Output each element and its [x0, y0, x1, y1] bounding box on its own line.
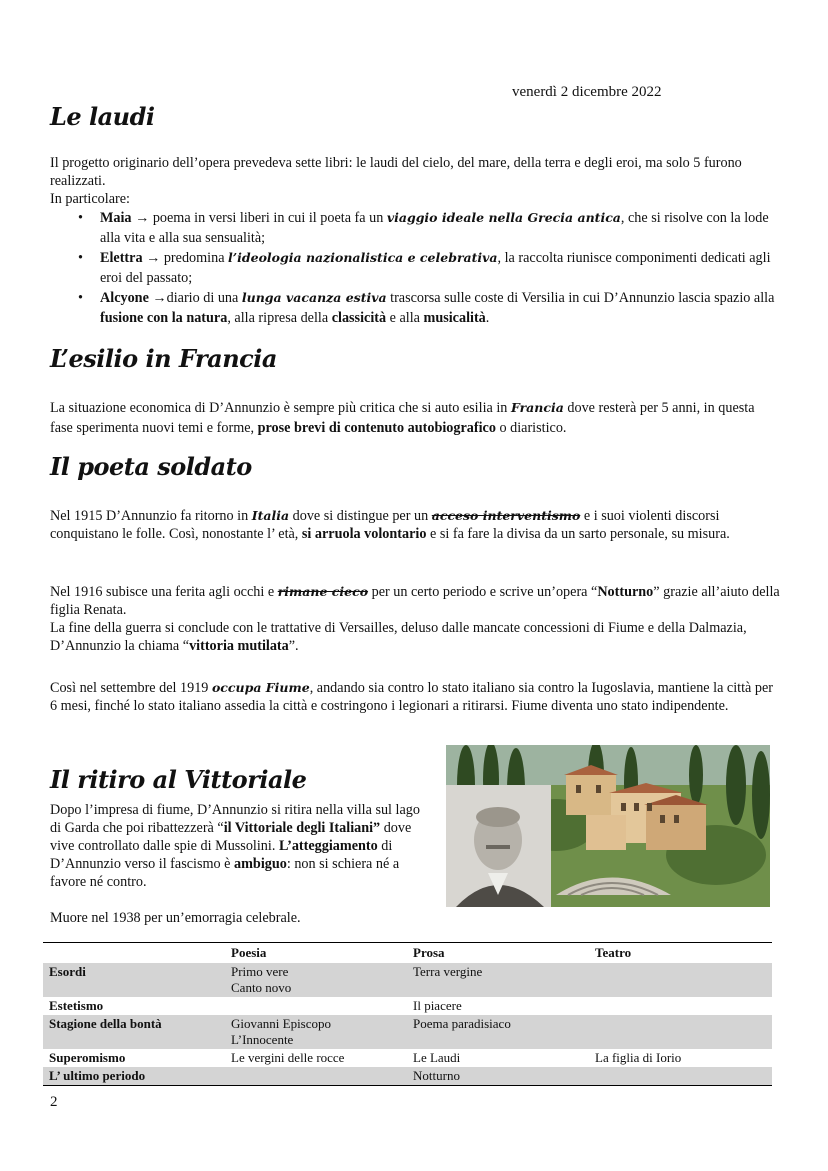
table-header-cell — [43, 943, 225, 964]
heading-soldato: Il poeta soldato — [50, 452, 252, 481]
section-soldato-2 — [50, 583, 780, 655]
document-date: venerdì 2 dicembre 2022 — [512, 84, 662, 100]
list-item-elettra: • Elettra → predomina l’ideologia nazionalistica e celebrativa, la raccolta riunisce componimenti dedicati agli eroi del passato; — [50, 248, 780, 288]
vittoriale-death: Muore nel 1938 per un’emorragia celebrale. — [50, 910, 301, 926]
section-esilio: La situazione economica di D’Annunzio è sempre più critica che si auto esilia in Francia dove resterà per 5 anni, in questa fase sperimenta nuovi temi e forme, prose brevi di contenuto autobiografico o diaristico. — [50, 400, 755, 436]
table-row: Estetismo Il piacere — [49, 998, 462, 1013]
heading-vittoriale: Il ritiro al Vittoriale — [50, 765, 307, 794]
soldato-p3: La fine della guerra si conclude con le trattative di Versailles, deluso dalle mancate concessioni di Fiume e della Dalmazia, D’Annunzio la chiama “vittoria mutilata”. — [50, 620, 747, 654]
table-header-cell: Prosa — [413, 945, 445, 960]
table-row: Superomismo Le vergini delle rocce Le Laudi La figlia di Iorio — [49, 1050, 682, 1065]
soldato-p1: Nel 1915 D’Annunzio fa ritorno in Italia dove si distingue per un acceso interventismo e i suoi violenti discorsi conquistano le folle. Così, nonostante l’ età, si arruola volontario e si fa fare la divisa da un sarto personale, su misura. — [50, 508, 730, 542]
laudi-intro: Il progetto originario dell’opera prevedeva sette libri: le laudi del cielo, del mare, della terra e degli eroi, ma solo 5 furono realizzati. — [50, 155, 742, 189]
soldato-p4: Così nel settembre del 1919 occupa Fiume, andando sia contro lo stato italiano sia contro la Iugoslavia, mantiene la città per 6 mesi, finché lo stato italiano assedia la città e costringono i legionari a ritirarsi. Fiume diventa uno stato indipendente. — [50, 680, 773, 714]
vittoriale-photo — [446, 745, 770, 907]
works-table — [43, 942, 772, 1086]
list-item-maia: • Maia → poema in versi liberi in cui il poeta fa un viaggio ideale nella Grecia antica, che si risolve con la lode alla vita e alla sua sensualità; — [50, 208, 780, 248]
section-vittoriale — [50, 801, 422, 891]
section-laudi — [50, 154, 780, 328]
list-item-alcyone: • Alcyone →diario di una lunga vacanza estiva trascorsa sulle coste di Versilia in cui D’Annunzio lascia spazio alla fusione con la natura, alla ripresa della classicità e alla musicalità. — [50, 288, 780, 328]
table-row: Stagione della bontà Giovanni Episcopo L’Innocente Poema paradisiaco — [43, 1015, 772, 1049]
laudi-in-particolare: In particolare: — [50, 191, 130, 207]
table-row: Esordi Primo vere Canto novo Terra vergine — [43, 963, 772, 997]
table-row: L’ ultimo periodo Notturno — [43, 1067, 772, 1086]
soldato-p2: Nel 1916 subisce una ferita agli occhi e rimane cieco per un certo periodo e scrive un’opera “Notturno” grazie all’aiuto della figlia Renata. — [50, 584, 780, 618]
section-soldato — [50, 507, 780, 543]
vittoriale-text: Dopo l’impresa di fiume, D’Annunzio si ritira nella villa sul lago di Garda che poi ribattezzerà “il Vittoriale degli Italiani” dove vive controllato dalle spie di Mussolini. L’atteggiamento di D’Annunzio verso il fascismo è ambiguo: non si schiera né a favore né contro. — [50, 802, 420, 890]
table-header-cell: Teatro — [595, 945, 632, 960]
laudi-list — [50, 208, 780, 328]
section-soldato-3 — [50, 679, 780, 715]
page-number: 2 — [50, 1094, 58, 1110]
table-header-row — [43, 943, 772, 964]
heading-laudi: Le laudi — [50, 102, 155, 131]
table-header-cell: Poesia — [231, 945, 267, 960]
heading-esilio: L’esilio in Francia — [50, 344, 277, 373]
